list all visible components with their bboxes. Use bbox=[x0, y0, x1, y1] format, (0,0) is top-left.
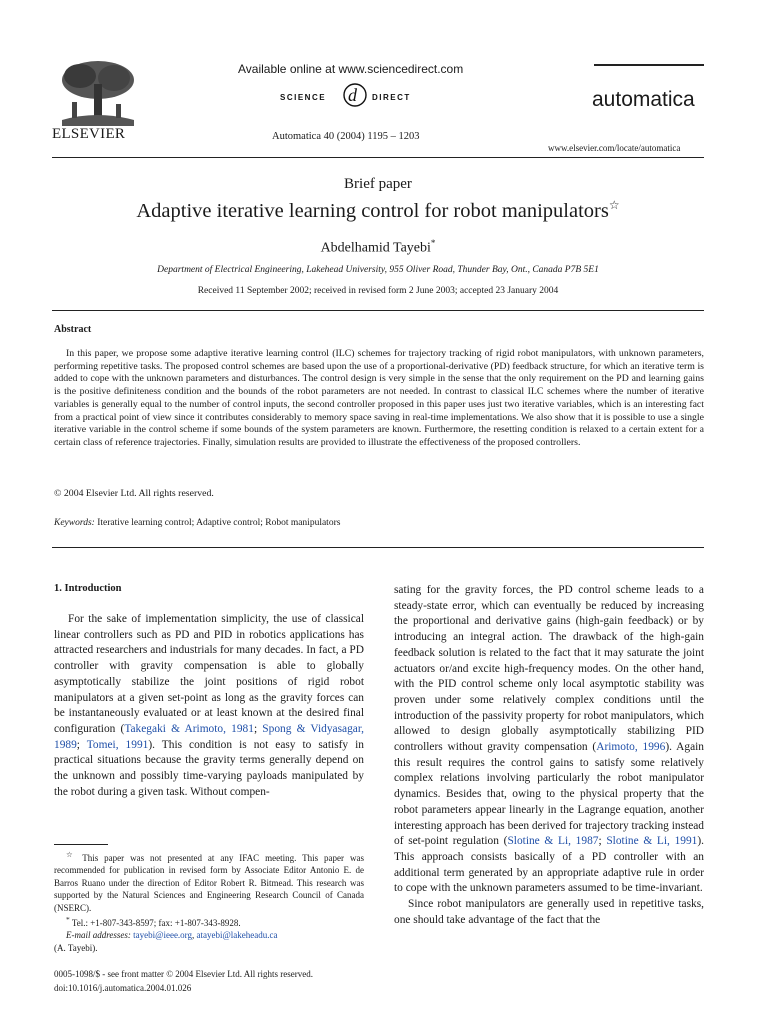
journal-url-link[interactable]: www.elsevier.com/locate/automatica bbox=[548, 143, 681, 153]
title-footnote-star-icon[interactable]: ☆ bbox=[608, 198, 620, 212]
issn-block bbox=[54, 968, 374, 995]
abstract-heading: Abstract bbox=[54, 324, 92, 335]
citation-link[interactable]: Takegaki & Arimoto, 1981 bbox=[124, 722, 254, 735]
footnote-contact: Tel.: +1-807-343-8597; fax: +1-807-343-8928. bbox=[69, 918, 241, 929]
affiliation: Department of Electrical Engineering, Lakehead University, 955 Oliver Road, Thunder Bay, Ont., Canada P7B 5E1 bbox=[157, 265, 599, 275]
publisher-name: ELSEVIER bbox=[52, 126, 126, 142]
body-text: For the sake of implementation simplicity, the use of classical linear controllers such as PD and PID in robotics applications has attracted researchers and industrials for many decades. In fact, a PD controller with gravity compensation is able to globally asymptotically stabilize the joint positions of rigid robot manipulators at a given set-point as long as the gravity forces can be instantaneously evaluated or at least known at the desired final configuration ( bbox=[54, 613, 364, 735]
email-owner: (A. Tayebi). bbox=[54, 942, 98, 953]
sd-right-text: DIRECT bbox=[372, 93, 411, 102]
paper-type: Brief paper bbox=[344, 176, 412, 192]
issn-line: 0005-1098/$ - see front matter © 2004 Elsevier Ltd. All rights reserved. bbox=[54, 969, 314, 979]
body-text: ). This condition is not easy to satisfy in practical situations because the gravity terms generally depend on the unknown and possibly time-varying payloads manipulated by the robot during a given task. Without compen- bbox=[54, 738, 364, 798]
body-text: ). This approach consists basically of a PD controller with an additional term generated by an appropriate adaptive rule in order to cope with the unknown parameters assumed to be time-invariant. bbox=[394, 835, 705, 895]
column-right-text bbox=[394, 583, 704, 928]
keywords-list: Iterative learning control; Adaptive control; Robot manipulators bbox=[97, 518, 341, 528]
citation-link[interactable]: Spong & Vidyasagar, 1989 bbox=[54, 722, 365, 751]
paragraph bbox=[394, 583, 704, 897]
received-dates: Received 11 September 2002; received in revised form 2 June 2003; accepted 23 January 2004 bbox=[197, 286, 559, 296]
email-label: E-mail addresses: bbox=[66, 930, 131, 941]
citation-link[interactable]: Arimoto, 1996 bbox=[596, 741, 666, 754]
paragraph: Since robot manipulators are generally used in repetitive tasks, one should take advantage of the fact that the bbox=[394, 898, 704, 926]
keywords-label: Keywords: bbox=[54, 518, 95, 528]
section-heading: 1. Introduction bbox=[54, 583, 122, 594]
body-text: sating for the gravity forces, the PD control scheme leads to a steady-state error, which can eventually be reduced by increasing the proportional and derivative gains (high-gain feedback) or by introducing an integral action. The drawback of the high-gain feedback solution is related to the fact that it may saturate the joint actuators or/and excite high-frequency modes. On the other hand, with the PID control scheme only local asymptotic stability was proven under some relatively complex conditions until the introduction of the passivity property for robot manipulators, which allowed to design globally asymptotically stabilizing PID controllers without gravity compensation ( bbox=[394, 584, 704, 754]
citation-link[interactable]: Tomei, 1991 bbox=[86, 738, 149, 751]
doi-line: doi:10.1016/j.automatica.2004.01.026 bbox=[54, 982, 192, 993]
body-text: ). Again this result requires the control gains to satisfy some relatively complex relations involving particularly the robot manipulator dynamics. Besides that, owing to the physical property that the robot parameters appear linearly in the Lagrange equation, another interesting approach has been derived for trajectory tracking instead of set-point regulation ( bbox=[394, 741, 705, 848]
email-link[interactable]: tayebi@ieee.org bbox=[133, 930, 193, 941]
divider bbox=[52, 547, 704, 548]
sciencedirect-logo-icon bbox=[278, 80, 438, 110]
separator: ; bbox=[598, 835, 607, 848]
divider bbox=[52, 157, 704, 158]
paper-title bbox=[52, 200, 704, 223]
abstract-copyright: © 2004 Elsevier Ltd. All rights reserved. bbox=[54, 488, 214, 499]
citation-link[interactable]: Slotine & Li, 1987 bbox=[507, 835, 599, 848]
paper-title-text: Adaptive iterative learning control for robot manipulators bbox=[136, 200, 609, 222]
sd-left-text: SCIENCE bbox=[280, 93, 327, 102]
divider bbox=[52, 310, 704, 311]
footnote-text: This paper was not presented at any IFAC meeting. This paper was recommended for publication in revised form by Associate Editor Antonio E. de Barros Ruano under the direction of Editor Robert R. Bitmead. This research was supported by the Natural Sciences and Engineering Research Council of Canada (NSERC). bbox=[54, 853, 364, 913]
email-link[interactable]: atayebi@lakeheadu.ca bbox=[196, 930, 278, 941]
separator: , bbox=[192, 930, 197, 941]
author bbox=[52, 238, 704, 257]
journal-reference: Automatica 40 (2004) 1195 – 1203 bbox=[272, 131, 420, 142]
footnote-rule bbox=[54, 844, 108, 845]
footnote-mark: * bbox=[66, 915, 70, 925]
separator: ; bbox=[253, 722, 263, 735]
separator: ; bbox=[76, 738, 87, 751]
journal-name: automatica bbox=[592, 88, 695, 111]
citation-link[interactable]: Slotine & Li, 1991 bbox=[606, 835, 698, 848]
author-name: Abdelhamid Tayebi bbox=[320, 240, 431, 256]
elsevier-tree-logo-icon bbox=[52, 58, 142, 128]
footnote-star-icon: ☆ bbox=[66, 850, 77, 859]
available-online-text: Available online at www.sciencedirect.com bbox=[238, 62, 464, 76]
footnotes bbox=[54, 849, 364, 954]
column-left-text bbox=[54, 612, 364, 800]
abstract-text: In this paper, we propose some adaptive iterative learning control (ILC) schemes for trajectory tracking of rigid robot manipulators, with unknown parameters, performing repetitive tasks. The proposed control schemes are based upon the use of a proportional-derivative (PD) feedback structure, for which an iterative term is added to cope with the unknown parameters and disturbances. The control design is very simple in the sense that the only requirement on the PD and learning gains is the positive definiteness condition and the bounds of the robot parameters are not needed. In contrast to classical ILC schemes where the number of iterative variables is generally equal to the number of control inputs, the second controller proposed in this paper uses just two iterative variables, which is an interesting fact from a practical point of view since it contributes considerably to memory space saving in real-time implementations. We also show that it is possible to use a single iterative variable in the control scheme if some bounds of the system parameters are known. Furthermore, the resetting condition is relaxed to a certain extent for a certain class of reference trajectories. Finally, simulation results are provided to illustrate the effectiveness of the proposed controllers. bbox=[54, 348, 704, 448]
svg-text:d: d bbox=[348, 85, 357, 105]
header-rule bbox=[594, 64, 704, 66]
keywords bbox=[54, 518, 340, 528]
author-footnote-mark[interactable]: * bbox=[430, 238, 436, 248]
